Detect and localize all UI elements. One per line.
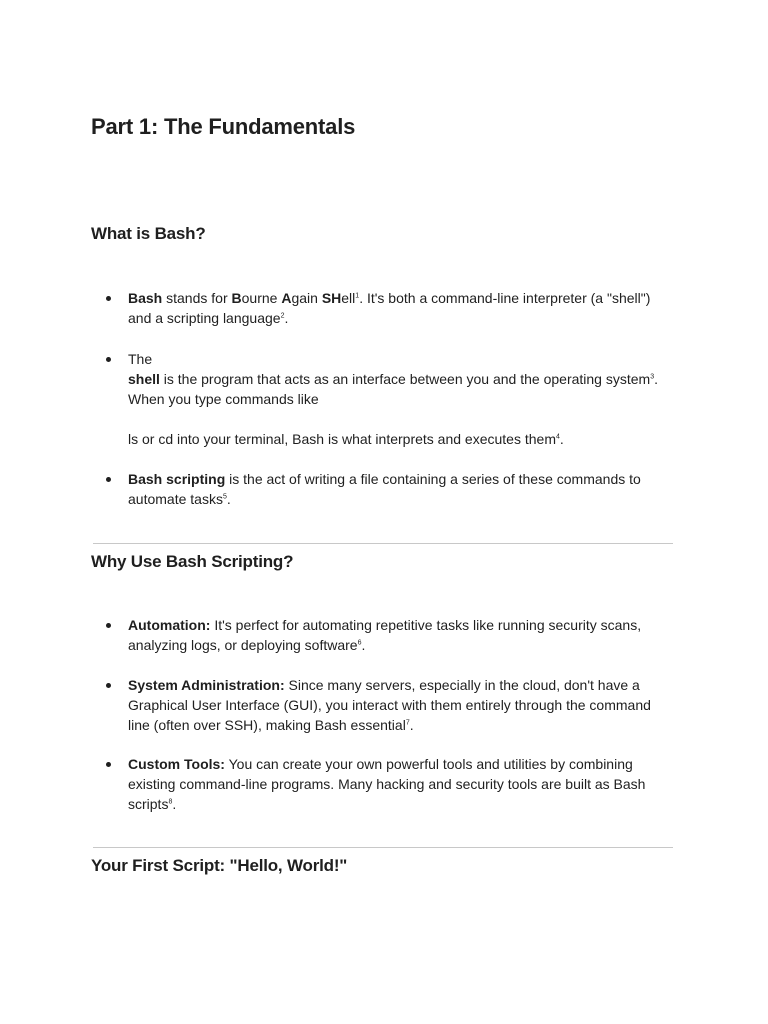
- bold-term: Custom Tools:: [128, 756, 225, 772]
- list-item: Bash scripting is the act of writing a file containing a series of these commands to automate tasks$^5$.: [128, 469, 668, 509]
- footnote-ref[interactable]: 1: [355, 292, 360, 300]
- bold-term: Bash: [128, 290, 163, 306]
- footnote-ref[interactable]: 8: [168, 798, 173, 806]
- section-heading-why-use-bash: Why Use Bash Scripting?: [91, 552, 294, 571]
- footnote-ref[interactable]: 5: [222, 493, 227, 501]
- footnote-ref[interactable]: 4: [555, 433, 560, 441]
- list-item: System Administration: Since many servers, especially in the cloud, don't have a Graphical User Interface (GUI), you interact with them entirely through the command line (often over SSH), making Bash essential$^7$.: [128, 675, 668, 735]
- section-heading-first-script: Your First Script: "Hello, World!": [91, 856, 348, 875]
- footnote-ref[interactable]: 3: [650, 373, 655, 381]
- list-item: Bash stands for Bourne Again SHell$^1$. It's both a command-line interpreter (a "shell") and a scripting language$^2$.: [128, 288, 668, 328]
- bold-term: Automation:: [128, 617, 211, 633]
- bold-term: shell: [128, 371, 160, 387]
- footnote-ref[interactable]: 6: [357, 639, 362, 647]
- list-item: Automation: It's perfect for automating repetitive tasks like running security scans, analyzing logs, or deploying software$^6$.: [128, 615, 668, 655]
- section-heading-what-is-bash: What is Bash?: [91, 224, 206, 243]
- bold-term: Bash scripting: [128, 471, 226, 487]
- section-divider: [93, 543, 673, 544]
- footnote-ref[interactable]: 2: [280, 312, 285, 320]
- list-item: The shell is the program that acts as an interface between you and the operating system$^3$. When you type commands like ls or cd into your terminal, Bash is what interprets and executes them$^4$.: [128, 349, 668, 449]
- page-title: Part 1: The Fundamentals: [91, 114, 356, 139]
- list-item: Custom Tools: You can create your own powerful tools and utilities by combining existing command-line programs. Many hacking and security tools are built as Bash scripts$^8$.: [128, 754, 668, 814]
- footnote-ref[interactable]: 7: [405, 719, 410, 727]
- section-divider: [93, 847, 673, 848]
- bold-term: System Administration:: [128, 677, 285, 693]
